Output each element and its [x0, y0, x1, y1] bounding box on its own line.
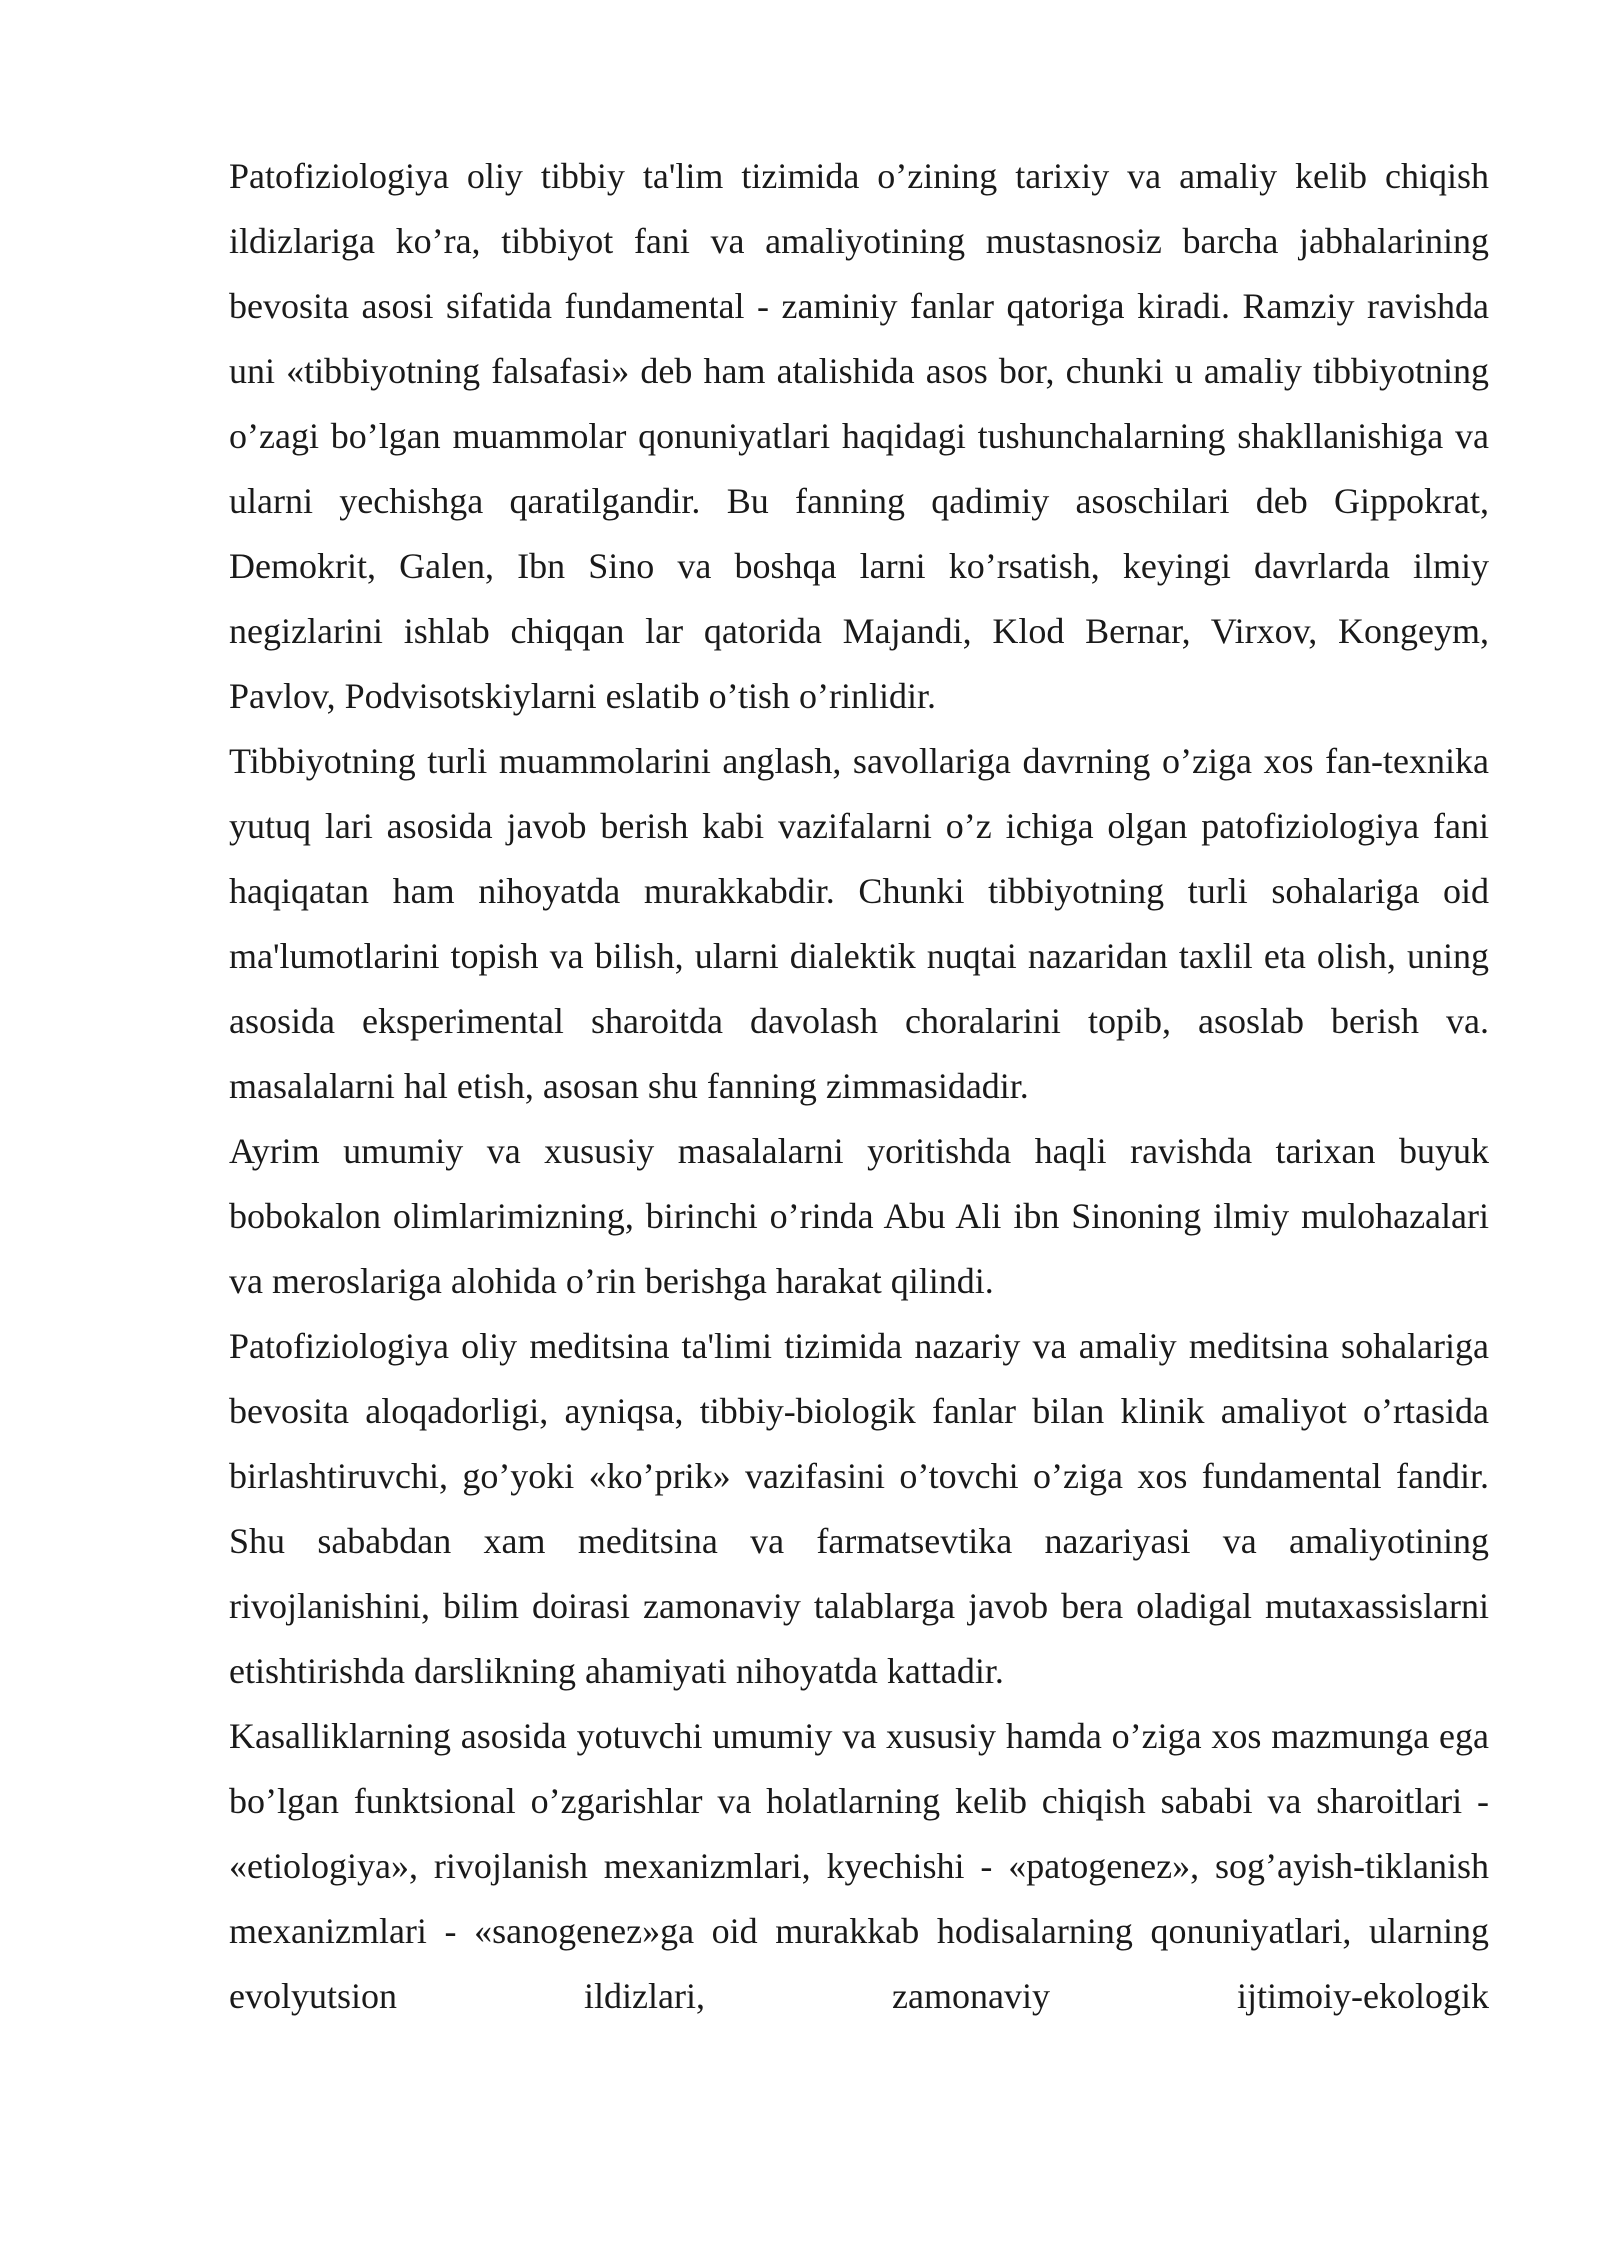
paragraph-etiology: Kasalliklarning asosida yotuvchi umumiy va xususiy hamda o’ziga xos mazmunga ega bo’lgan funktsional o’zgarishlar va holatlarning kelib chiqish sababi va sharoitlari - «etiologiya», rivojlanish mexanizmlari, kyechishi - «patogenez», sog’ayish-tiklanish mexanizmlari - «sanogenez»ga oid murakkab hodisalarning qonuniyatlari, ularning evolyutsion ildizlari, zamonaviy ijtimoiy-ekologik [229, 1716, 1489, 2016]
paragraph-fundamental-discipline: Patofiziologiya oliy meditsina ta'limi tizimida nazariy va amaliy meditsina sohalariga bevosita aloqadorligi, ayniqsa, tibbiy-biologik fanlar bilan klinik amaliyot o’rtasida birlashtiruvchi, go’yoki «ko’prik» vazifasini o’tovchi o’ziga xos fundamental fandir. Shu sababdan xam meditsina va farmatsevtika nazariyasi va amaliyotining rivojlanishini, bilim doirasi zamonaviy talablarga javob bera oladigal mutaxassislarni etishtirishda darslikning ahamiyati nihoyatda kattadir. [229, 1326, 1489, 1691]
paragraph-history: Patofiziologiya oliy tibbiy ta'lim tizimida o’zining tarixiy va amaliy kelib chiqish ildizlariga ko’ra, tibbiyot fani va amaliyotining mustasnosiz barcha jabhalarining bevosita asosi sifatida fundamental - zaminiy fanlar qatoriga kiradi. Ramziy ravishda uni «tibbiyotning falsafasi» deb ham atalishida asos bor, chunki u amaliy tibbiyotning o’zagi bo’lgan muammolar qonuniyatlari haqidagi tushunchalarning shakllanishiga va ularni yechishga qaratilgandir. Bu fanning qadimiy asoschilari deb Gippokrat, Demokrit, Galen, Ibn Sino va boshqa larni ko’rsatish, keyingi davrlarda ilmiy negizlarini ishlab chiqqan lar qatorida Majandi, Klod Bernar, Virxov, Kongeym, Pavlov, Podvisotskiylarni eslatib o’tish o’rinlidir. [229, 156, 1489, 716]
body-text [229, 144, 1489, 2029]
paragraph-complexity: Tibbiyotning turli muammolarini anglash, savollariga davrning o’ziga xos fan-texnika yutuq lari asosida javob berish kabi vazifalarni o’z ichiga olgan patofiziologiya fani haqiqatan ham nihoyatda murakkabdir. Chunki tibbiyotning turli sohalariga oid ma'lumotlarini topish va bilish, ularni dialektik nuqtai nazaridan taxlil eta olish, uning asosida eksperimental sharoitda davolash choralarini topib, asoslab berish va. masalalarni hal etish, asosan shu fanning zimmasidadir. [229, 741, 1489, 1106]
paragraph-ibn-sino: Ayrim umumiy va xususiy masalalarni yoritishda haqli ravishda tarixan buyuk bobokalon olimlarimizning, birinchi o’rinda Abu Ali ibn Sinoning ilmiy mulohazalari va meroslariga alohida o’rin berishga harakat qilindi. [229, 1131, 1489, 1301]
